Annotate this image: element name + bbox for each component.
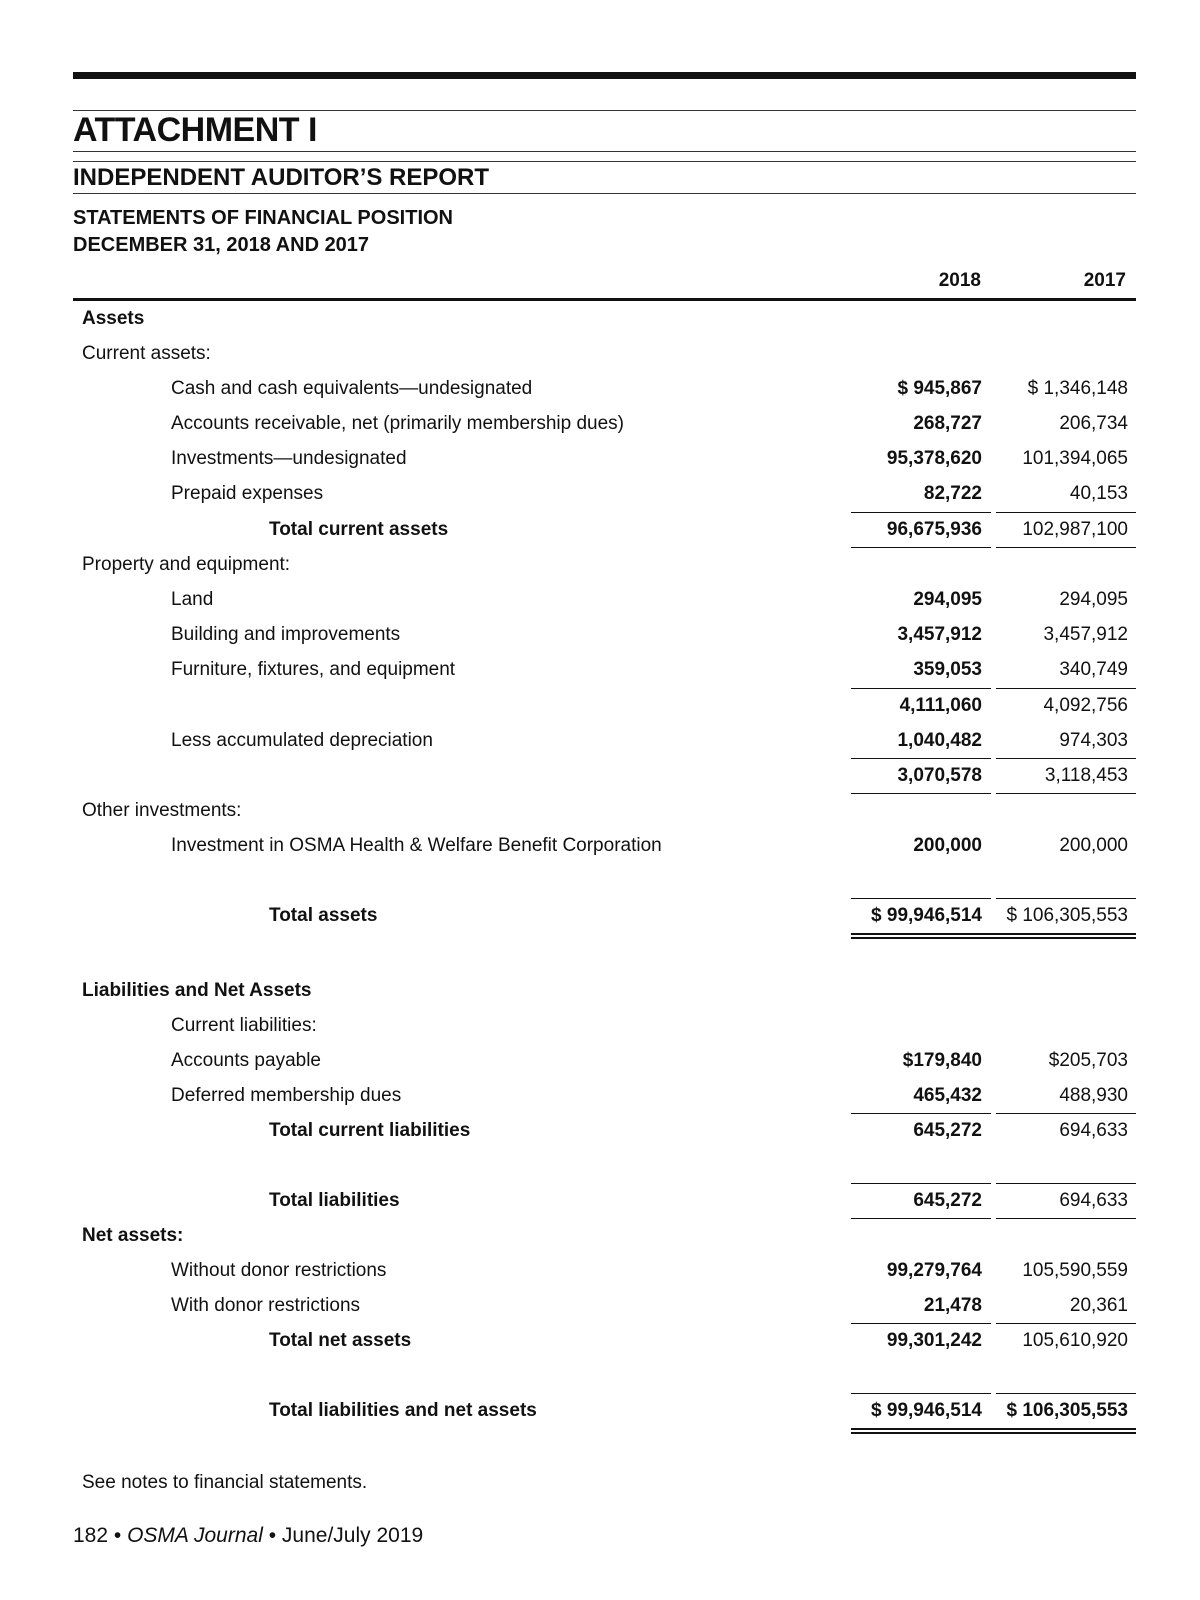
table-row-total-liabilities bbox=[0, 1183, 1200, 1218]
value-2017: 340,749 bbox=[1059, 659, 1128, 680]
value-2017: 206,734 bbox=[1059, 413, 1128, 434]
table-row-receivable bbox=[0, 406, 1200, 441]
row-label: With donor restrictions bbox=[171, 1295, 361, 1316]
row-label: Property and equipment: bbox=[82, 554, 291, 575]
footnote: See notes to financial statements. bbox=[82, 1472, 368, 1493]
value-2018: 21,478 bbox=[923, 1295, 982, 1316]
value-2017: 488,930 bbox=[1059, 1085, 1128, 1106]
row-label: Building and improvements bbox=[171, 624, 401, 645]
row-label: Total net assets bbox=[269, 1330, 412, 1351]
row-label: Other investments: bbox=[82, 800, 242, 821]
row-label: Less accumulated depreciation bbox=[171, 730, 433, 751]
report-title: INDEPENDENT AUDITOR’S REPORT bbox=[73, 164, 490, 191]
section-row-other-investments bbox=[0, 793, 1200, 828]
table-row-without-restrictions bbox=[0, 1253, 1200, 1288]
table-row-total-net-assets bbox=[0, 1323, 1200, 1358]
page-footer bbox=[73, 1522, 423, 1550]
row-label: Investment in OSMA Health & Welfare Benefit Corporation bbox=[171, 835, 662, 856]
value-2018: 294,095 bbox=[913, 589, 982, 610]
row-label: Total current assets bbox=[269, 519, 449, 540]
row-label: Total assets bbox=[269, 905, 378, 926]
value-2018: 82,722 bbox=[923, 483, 982, 504]
statement-heading bbox=[73, 205, 453, 259]
value-2017: 102,987,100 bbox=[1022, 519, 1128, 540]
title-bottom-rule bbox=[73, 151, 1136, 152]
value-2018: 96,675,936 bbox=[886, 519, 982, 540]
column-header-2018: 2018 bbox=[938, 270, 981, 291]
section-row-property bbox=[0, 547, 1200, 582]
value-2017: 694,633 bbox=[1059, 1190, 1128, 1211]
value-2017: 105,610,920 bbox=[1022, 1330, 1128, 1351]
value-2018: 4,111,060 bbox=[899, 695, 982, 716]
value-2018: 3,070,578 bbox=[897, 765, 982, 786]
table-row-property-subtotal bbox=[0, 688, 1200, 723]
issue-date: June/July 2019 bbox=[281, 1524, 424, 1547]
value-2017: $ 106,305,553 bbox=[1006, 905, 1128, 926]
section-row-current-assets bbox=[0, 336, 1200, 371]
section-row-current-liabilities bbox=[0, 1008, 1200, 1043]
value-2018: $ 945,867 bbox=[897, 378, 982, 399]
value-2018: 3,457,912 bbox=[897, 624, 982, 645]
row-label: Liabilities and Net Assets bbox=[82, 980, 312, 1001]
row-label: Total current liabilities bbox=[269, 1120, 471, 1141]
row-label: Assets bbox=[82, 308, 145, 329]
value-2017: 40,153 bbox=[1069, 483, 1128, 504]
value-2017: $ 1,346,148 bbox=[1027, 378, 1128, 399]
value-2017: $205,703 bbox=[1048, 1050, 1128, 1071]
row-label: Deferred membership dues bbox=[171, 1085, 402, 1106]
table-row-land bbox=[0, 582, 1200, 617]
table-row-total-assets bbox=[0, 898, 1200, 933]
value-2018: 95,378,620 bbox=[886, 448, 982, 469]
table-row-depreciation bbox=[0, 723, 1200, 758]
row-label: Net assets: bbox=[82, 1225, 184, 1246]
table-row-furniture bbox=[0, 652, 1200, 687]
row-label: Accounts receivable, net (primarily membership dues) bbox=[171, 413, 625, 434]
top-bar-divider bbox=[73, 72, 1136, 79]
bullet: • bbox=[113, 1524, 122, 1547]
value-2017: 694,633 bbox=[1059, 1120, 1128, 1141]
table-row-total-current-liabilities bbox=[0, 1113, 1200, 1148]
value-2017: 4,092,756 bbox=[1043, 695, 1128, 716]
value-2018: 268,727 bbox=[913, 413, 982, 434]
table-row-cash bbox=[0, 371, 1200, 406]
table-row-total-current-assets bbox=[0, 512, 1200, 547]
value-2017: 105,590,559 bbox=[1022, 1260, 1128, 1281]
section-row-net-assets bbox=[0, 1218, 1200, 1253]
statement-date: DECEMBER 31, 2018 AND 2017 bbox=[73, 234, 370, 256]
row-label: Furniture, fixtures, and equipment bbox=[171, 659, 456, 680]
value-2017: 101,394,065 bbox=[1022, 448, 1128, 469]
table-row-payable bbox=[0, 1043, 1200, 1078]
value-2017: 974,303 bbox=[1059, 730, 1128, 751]
table-row-investments bbox=[0, 441, 1200, 476]
section-row-liabilities bbox=[0, 973, 1200, 1008]
section-row-assets bbox=[0, 301, 1200, 336]
value-2017: 3,118,453 bbox=[1044, 765, 1128, 786]
row-label: Cash and cash equivalents—undesignated bbox=[171, 378, 533, 399]
row-label: Prepaid expenses bbox=[171, 483, 324, 504]
value-2017: 3,457,912 bbox=[1043, 624, 1128, 645]
statement-title: STATEMENTS OF FINANCIAL POSITION bbox=[73, 207, 453, 229]
value-2018: 465,432 bbox=[913, 1085, 982, 1106]
table-row-deferred-dues bbox=[0, 1078, 1200, 1113]
double-underline bbox=[851, 933, 1136, 939]
value-2018: 99,301,242 bbox=[886, 1330, 982, 1351]
table-row-prepaid bbox=[0, 476, 1200, 511]
row-label: Land bbox=[171, 589, 214, 610]
column-header-2017: 2017 bbox=[1083, 270, 1126, 291]
row-label: Current assets: bbox=[82, 343, 211, 364]
value-2018: 200,000 bbox=[913, 835, 982, 856]
value-2017: 20,361 bbox=[1069, 1295, 1128, 1316]
table-row-property-net bbox=[0, 758, 1200, 793]
bullet: • bbox=[268, 1524, 277, 1547]
table-row-osma-investment bbox=[0, 828, 1200, 863]
value-2018: 99,279,764 bbox=[886, 1260, 982, 1281]
page-number: 182 bbox=[73, 1524, 109, 1547]
row-label: Current liabilities: bbox=[171, 1015, 317, 1036]
row-label: Accounts payable bbox=[171, 1050, 321, 1071]
value-2018: 645,272 bbox=[913, 1120, 982, 1141]
row-label: Investments—undesignated bbox=[171, 448, 407, 469]
value-2017: 200,000 bbox=[1059, 835, 1128, 856]
value-2018: 359,053 bbox=[913, 659, 982, 680]
value-2018: $ 99,946,514 bbox=[871, 1400, 982, 1421]
table-row-with-restrictions bbox=[0, 1288, 1200, 1323]
table-row-total-liabilities-net-assets bbox=[0, 1393, 1200, 1428]
row-label: Without donor restrictions bbox=[171, 1260, 387, 1281]
double-underline bbox=[851, 1428, 1136, 1434]
value-2018: $179,840 bbox=[902, 1050, 982, 1071]
value-2018: $ 99,946,514 bbox=[871, 905, 982, 926]
table-row-building bbox=[0, 617, 1200, 652]
page-title: ATTACHMENT I bbox=[73, 111, 317, 149]
row-label: Total liabilities bbox=[269, 1190, 400, 1211]
subtitle-bottom-rule bbox=[73, 193, 1136, 194]
subtitle-top-rule bbox=[73, 161, 1136, 162]
value-2018: 645,272 bbox=[913, 1190, 982, 1211]
row-label: Total liabilities and net assets bbox=[269, 1400, 537, 1421]
value-2017: $ 106,305,553 bbox=[1006, 1400, 1128, 1421]
value-2018: 1,040,482 bbox=[897, 730, 982, 751]
journal-name: OSMA Journal bbox=[127, 1524, 263, 1547]
value-2017: 294,095 bbox=[1059, 589, 1128, 610]
